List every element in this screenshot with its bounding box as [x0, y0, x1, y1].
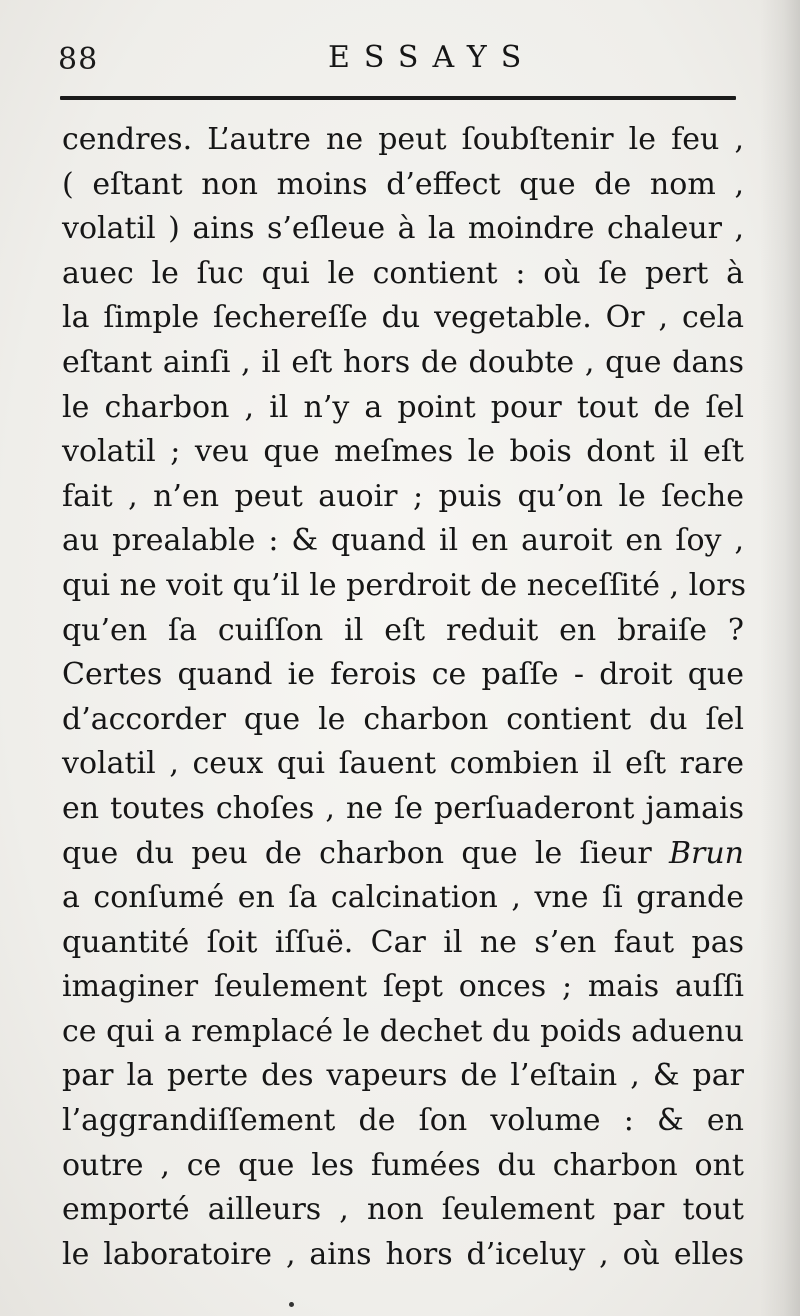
text-line-with-name: [62, 832, 744, 877]
text-line: auec le ſuc qui le contient : où ſe pert à: [62, 255, 744, 291]
text-line: la ſimple ſechereſſe du vegetable. Or , cela: [62, 300, 744, 336]
text-line: qui ne voit qu’il le perdroit de neceſſité , lors: [62, 567, 746, 603]
text-line: qu’en ſa cuiſſon il eſt reduit en braiſe ?: [62, 612, 744, 648]
text-line: quantité ſoit iſſuë. Car il ne s’en faut pas: [62, 924, 744, 960]
text-line: ce qui a remplacé le dechet du poids aduenu: [62, 1013, 744, 1049]
text-line: fait , n’en peut auoir ; puis qu’on le ſeche: [62, 478, 744, 514]
text-line: d’accorder que le charbon contient du ſel: [62, 701, 744, 737]
text-line: volatil ) ains s’eſleue à la moindre chaleur ,: [62, 211, 744, 247]
text-line: l’aggrandiſſement de ſon volume : & en: [62, 1103, 744, 1139]
text-line: eſtant ainſi , il eſt hors de doubte , que dans: [62, 344, 744, 380]
running-head: ESSAYS: [328, 40, 536, 75]
ink-speck: [289, 1302, 294, 1307]
page-gutter-shadow: [760, 0, 800, 1316]
text-line: emporté ailleurs , non ſeulement par tout: [62, 1192, 744, 1228]
body-text: [62, 118, 744, 1277]
header-rule: [60, 96, 736, 100]
text-line: par la perte des vapeurs de l’eſtain , & par: [62, 1058, 744, 1094]
text-line: le laboratoire , ains hors d’iceluy , où elles: [62, 1236, 744, 1272]
text-line: imaginer ſeulement ſept onces ; mais auſſi: [62, 969, 744, 1005]
page-number: 88: [58, 42, 99, 77]
text-line: a conſumé en ſa calcination , vne ſi grande: [62, 880, 744, 916]
text-line: le charbon , il n’y a point pour tout de ſel: [62, 389, 744, 425]
text-line: volatil , ceux qui ſauent combien il eſt rare: [62, 746, 744, 782]
text-line: cendres. L’autre ne peut ſoubſtenir le feu ,: [62, 122, 744, 157]
text-line: ( eſtant non moins d’effect que de nom ,: [62, 166, 744, 202]
text-line: en toutes choſes , ne ſe perſuaderont jamais: [62, 790, 744, 826]
italic-name: Brun: [668, 835, 744, 871]
text-line: au prealable : & quand il en auroit en ſoy ,: [62, 523, 744, 559]
text-line: volatil ; veu que meſmes le bois dont il eſt: [62, 434, 744, 470]
text-line-part: que du peu de charbon que le ſieur: [62, 835, 652, 871]
page-header: [58, 38, 738, 88]
text-line: outre , ce que les fumées du charbon ont: [62, 1147, 744, 1183]
text-line: Certes quand ie ferois ce paſſe - droit que: [62, 657, 744, 693]
